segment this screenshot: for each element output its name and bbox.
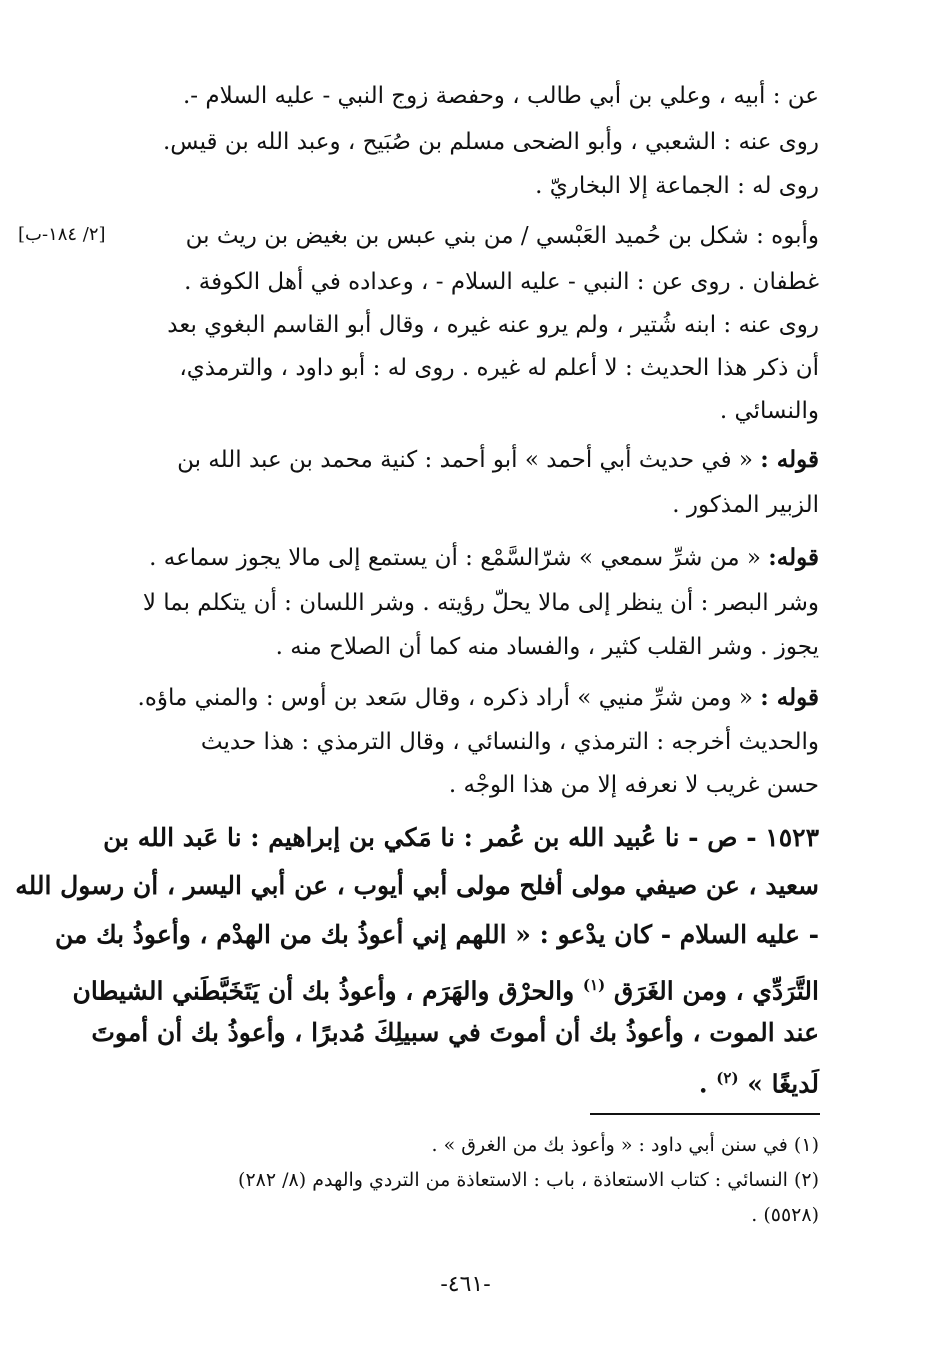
text-line: والنسائي . xyxy=(719,398,819,424)
footnote-divider xyxy=(590,1113,820,1115)
text-span: التَّرَدِّي ، ومن الغَرَق xyxy=(613,976,819,1006)
qawluh-label: قوله : xyxy=(760,446,819,473)
text-line: روى عنه : الشعبي ، وأبو الضحى مسلم بن صُبَيح ، وعبد الله بن قيس. xyxy=(162,129,819,155)
footnote: (١) في سنن أبي داود : « وأعوذ بك من الغرق » . xyxy=(431,1134,819,1156)
page-number: -٤٦١- xyxy=(440,1272,491,1297)
text-line: والحديث أخرجه : الترمذي ، والنسائي ، وقال الترمذي : هذا حديث xyxy=(200,729,819,755)
footnote-ref: (٢) xyxy=(716,1069,739,1087)
text-line: عن : أبيه ، وعلي بن أبي طالب ، وحفصة زوج النبي - عليه السلام -. xyxy=(182,83,819,109)
text-span: لَديغًا » xyxy=(747,1069,819,1099)
text-span: « من شرِّ سمعي » شرّالسَّمْع : أن يستمع إلى مالا يجوز سماعه . xyxy=(149,545,761,571)
qawluh-label: قوله : xyxy=(760,684,819,711)
hadith-line: عند الموت ، وأعوذُ بك أن أموتَ في سبيلِكَ مُدبرًا ، وأعوذُ بك أن أموتَ xyxy=(91,1018,819,1047)
hadith-line: لَديغًا » $^{(٢)}$ . xyxy=(698,1069,819,1099)
qawluh-label: قوله: xyxy=(768,544,819,571)
text-line: يجوز . وشر القلب كثير ، والفساد منه كما أن الصلاح منه . xyxy=(275,634,819,660)
text-line: وأبوه : شكل بن حُميد العَبْسي / من بني عبس بن بغيض بن ريث بن xyxy=(185,223,819,249)
text-line: أن ذكر هذا الحديث : لا أعلم له غيره . روى له : أبو داود ، والترمذي، xyxy=(179,355,819,381)
text-line: غطفان . روى عن : النبي - عليه السلام - ، وعداده في أهل الكوفة . xyxy=(184,269,819,295)
hadith-line: - عليه السلام - كان يدْعو : « اللهم إني أعوذُ بك من الهدْم ، وأعوذُ بك من xyxy=(54,920,819,949)
footnote: (٢) النسائي : كتاب الاستعاذة ، باب : الاستعاذة من التردي والهدم (٨/ ٢٨٢) xyxy=(238,1169,819,1191)
footnote: (٥٥٢٨) . xyxy=(751,1204,819,1226)
text-span: « ومن شرِّ منيي » أراد ذكره ، وقال سَعد بن أوس : والمني ماؤه. xyxy=(137,685,753,711)
text-line: روى عنه : ابنه شُتير ، ولم يرو عنه غيره ، وقال أبو القاسم البغوي بعد xyxy=(167,312,819,338)
text-span: والحرْق والهَرَم ، وأعوذُ بك أن يَتَخَبَّطَني الشيطان xyxy=(72,976,575,1006)
text-line xyxy=(138,678,819,718)
footnote-ref: (١) xyxy=(582,976,606,994)
text-line xyxy=(149,538,819,578)
margin-reference: [٢/ ١٨٤-ب] xyxy=(18,224,106,245)
text-line: روى له : الجماعة إلا البخاريّ . xyxy=(535,173,819,199)
text-line: حسن غريب لا نعرفه إلا من هذا الوجْه . xyxy=(448,772,819,798)
text-line xyxy=(177,440,819,480)
hadith-line: سعيد ، عن صيفي مولى أفلح مولى أبي أيوب ، عن أبي اليسر ، أن رسول الله xyxy=(15,871,819,900)
text-line: وشر البصر : أن ينظر إلى مالا يحلّ رؤيته . وشر اللسان : أن يتكلم بما لا xyxy=(142,590,819,616)
hadith-line: ١٥٢٣ - ص - نا عُبيد الله بن عُمر : نا مَكي بن إبراهيم : نا عَبد الله بن xyxy=(103,823,819,852)
hadith-line xyxy=(73,965,820,1005)
text-line: الزبير المذكور . xyxy=(672,492,819,518)
text-span: « في حديث أبي أحمد » أبو أحمد : كنية محمد بن عبد الله بن xyxy=(177,447,753,473)
